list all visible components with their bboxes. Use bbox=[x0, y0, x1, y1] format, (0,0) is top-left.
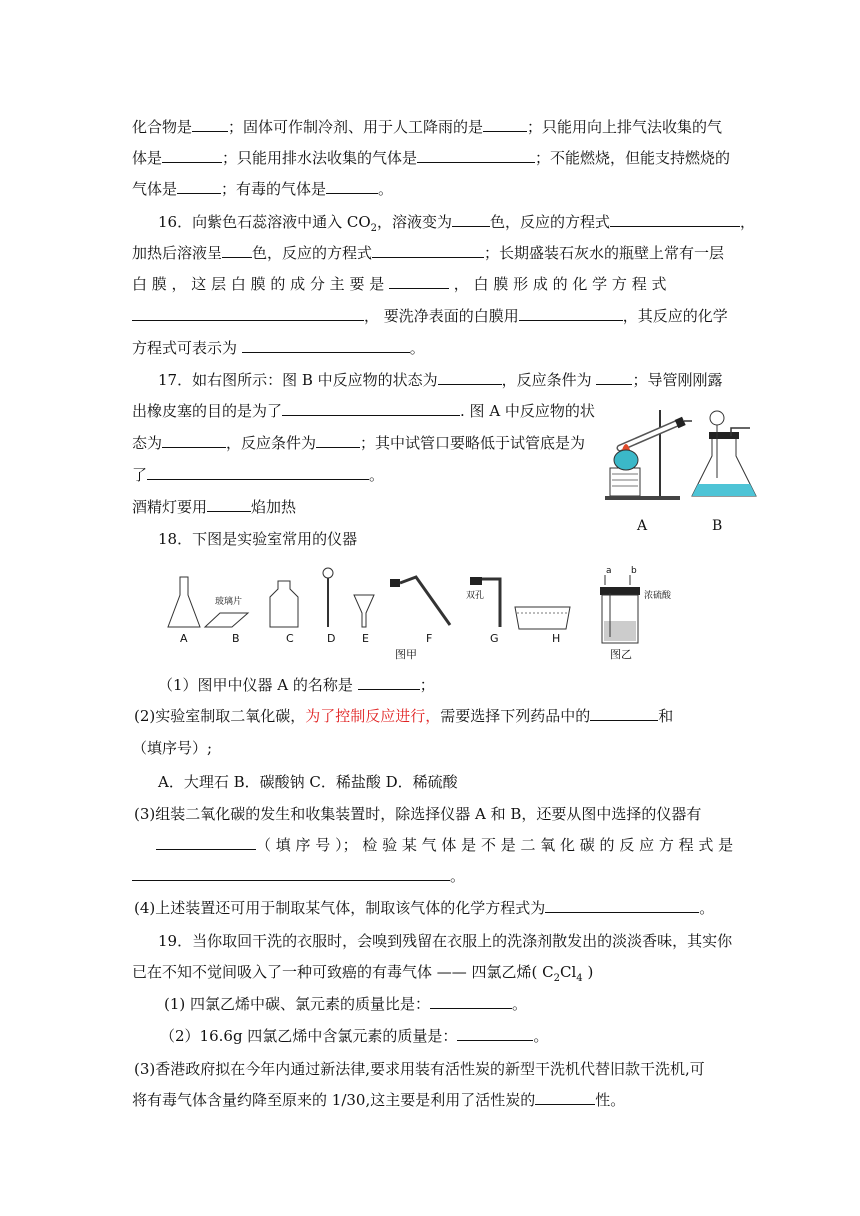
apparatus-figure-ab bbox=[600, 408, 760, 508]
q16-line5: 方程式可表示为 。 bbox=[132, 339, 425, 357]
q16-line4: ， 要洗净表面的白膜用 ，其反应的化学 bbox=[132, 306, 728, 326]
q18-2: (2)实验室制取二氧化碳，为了控制反应进行，需要选择下列药品中的 和 bbox=[134, 707, 674, 725]
blank[interactable] bbox=[326, 179, 378, 194]
q16-line2: 加热后溶液呈 色，反应的方程式 ；长期盛装石灰水的瓶壁上常有一层 bbox=[132, 244, 725, 262]
q19-2: （2）16.6g 四氯乙烯中含氯元素的质量是： 。 bbox=[160, 1027, 549, 1045]
q18-2-note: （填序号）; bbox=[132, 739, 213, 757]
label-g: G bbox=[490, 632, 499, 645]
figure-label-a: A bbox=[637, 518, 648, 534]
blank[interactable] bbox=[207, 497, 251, 512]
blank[interactable] bbox=[132, 866, 450, 881]
blank[interactable] bbox=[438, 370, 502, 385]
q18-3b: （ 填 序 号 ）； 检 验 某 气 体 是 不 是 二 氧 化 碳 的 反 应 方 程 式 是 bbox=[132, 835, 733, 855]
figure-label-b: B bbox=[712, 518, 723, 534]
blank[interactable] bbox=[457, 1026, 533, 1041]
port-b-label: b bbox=[631, 566, 637, 576]
blank[interactable] bbox=[358, 675, 420, 690]
blank[interactable] bbox=[372, 243, 484, 258]
q18-1: （1）图甲中仪器 A 的名称是 ； bbox=[158, 676, 435, 694]
line-gas2: 气体是 ；有毒的气体是 。 bbox=[132, 180, 394, 198]
q19-line2: 已在不知不觉间吸入了一种可致癌的有毒气体 —— 四氯乙烯( $C_2Cl_4$ ) bbox=[132, 963, 594, 984]
blank[interactable] bbox=[242, 338, 410, 353]
blank[interactable] bbox=[156, 835, 256, 850]
blank[interactable] bbox=[162, 433, 226, 448]
caption-jia: 图甲 bbox=[395, 648, 417, 661]
q17-line4: 了 。 bbox=[132, 466, 385, 484]
label-c: C bbox=[286, 632, 294, 645]
blank[interactable] bbox=[535, 1090, 595, 1105]
blank[interactable] bbox=[430, 994, 512, 1009]
blank[interactable] bbox=[417, 148, 535, 163]
conc-acid-label: 浓硫酸 bbox=[644, 591, 672, 601]
label-a: A bbox=[180, 632, 188, 645]
q19-line1: 19．当你取回干洗的衣服时，会嗅到残留在衣服上的洗涤剂散发出的淡淡香味，其实你 bbox=[158, 932, 733, 950]
line-compound: 化合物是 ；固体可作制冷剂、用于人工降雨的是 ；只能用向上排气法收集的气 bbox=[132, 118, 723, 136]
blank[interactable] bbox=[483, 117, 527, 132]
blank[interactable] bbox=[452, 212, 490, 227]
blank[interactable] bbox=[316, 433, 360, 448]
q18-4: (4)上述装置还可用于制取某气体，制取该气体的化学方程式为 。 bbox=[134, 899, 715, 917]
port-a-label: a bbox=[606, 566, 612, 576]
q17-line3: 态为 ，反应条件为 ；其中试管口要略低于试管底是为 bbox=[132, 434, 586, 452]
label-e: E bbox=[362, 632, 369, 645]
blank[interactable] bbox=[282, 401, 460, 416]
label-b: B bbox=[232, 632, 240, 645]
blank[interactable] bbox=[519, 306, 623, 321]
double-hole-label: 双孔 bbox=[466, 591, 485, 601]
q18-options: A．大理石 B．碳酸钠 C．稀盐酸 D．稀硫酸 bbox=[158, 773, 458, 791]
blank[interactable] bbox=[389, 274, 449, 289]
blank[interactable] bbox=[192, 117, 228, 132]
blank[interactable] bbox=[596, 370, 632, 385]
label-f: F bbox=[426, 632, 433, 645]
q16-line1: 16．向紫色石蕊溶液中通入 $CO_2$，溶液变为 色，反应的方程式 ， bbox=[158, 213, 756, 234]
blank[interactable] bbox=[222, 243, 252, 258]
q19-1: (1) 四氯乙烯中碳、氯元素的质量比是： 。 bbox=[164, 995, 528, 1013]
q17-line1: 17．如右图所示：图 B 中反应物的状态为 ，反应条件为 ；导管刚刚露 bbox=[158, 371, 723, 389]
label-h: H bbox=[552, 632, 561, 645]
blank[interactable] bbox=[162, 148, 222, 163]
caption-yi: 图乙 bbox=[610, 648, 632, 661]
q18-3c: 。 bbox=[132, 866, 465, 886]
red-note: 为了控制反应进行， bbox=[305, 707, 441, 725]
q17-line2: 出橡皮塞的目的是为了 . 图 A 中反应物的状 bbox=[132, 402, 595, 420]
q18-heading: 18．下图是实验室常用的仪器 bbox=[158, 530, 358, 548]
line-gas: 体是 ；只能用排水法收集的气体是 ；不能燃烧，但能支持燃烧的 bbox=[132, 149, 731, 167]
blank[interactable] bbox=[610, 212, 740, 227]
blank[interactable] bbox=[132, 306, 364, 321]
blank[interactable] bbox=[590, 706, 658, 721]
blank[interactable] bbox=[147, 465, 369, 480]
q18-3: (3)组装二氧化碳的发生和收集装置时，除选择仪器 A 和 B，还要从图中选择的仪器有 bbox=[134, 805, 702, 823]
q19-3: (3)香港政府拟在今年内通过新法律,要求用装有活性炭的新型干洗机代替旧款干洗机,可 bbox=[134, 1060, 705, 1078]
glass-sheet-label: 玻璃片 bbox=[215, 597, 243, 607]
q19-3b: 将有毒气体含量约降至原来的 1/30,这主要是利用了活性炭的 性。 bbox=[132, 1091, 626, 1109]
blank[interactable] bbox=[177, 179, 221, 194]
label-d: D bbox=[327, 632, 336, 645]
q17-line5: 酒精灯要用 焰加热 bbox=[132, 498, 297, 516]
blank[interactable] bbox=[545, 898, 699, 913]
q16-line3: 白 膜 ， 这 层 白 膜 的 成 分 主 要 是 ， 白 膜 形 成 的 化 学 方 程 式 bbox=[132, 275, 667, 293]
